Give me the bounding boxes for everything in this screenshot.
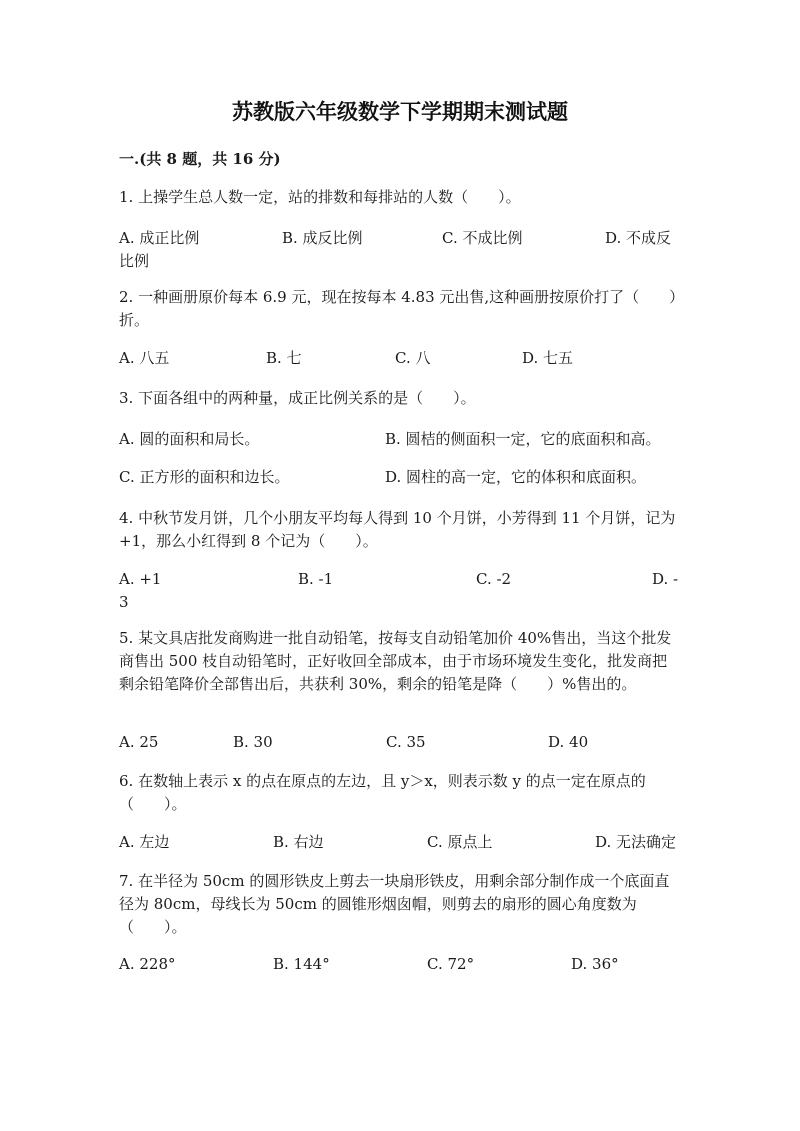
- option-d: D. 七五: [522, 349, 574, 367]
- option-c: C. 正方形的面积和边长。: [119, 468, 290, 486]
- option-d: D. 无法确定: [595, 833, 677, 851]
- question-5: 5. 某文具店批发商购进一批自动铅笔，按每支自动铅笔加价 40%售出，当这个批发商售出 500 枝自动铅笔时，正好收回全部成本，由于市场环境发生变化，批发商把剩余铅笔降价全部售出后，共获利 30%，剩余的铅笔是降（ ）%售出的。: [119, 629, 672, 693]
- option-c: C. 八: [395, 349, 431, 367]
- option-c: C. 不成比例: [442, 229, 523, 247]
- option-d: D. 36°: [571, 955, 619, 973]
- option-b: B. 144°: [273, 955, 330, 973]
- option-d: D. -: [652, 570, 679, 588]
- option-d-continuation: 比例: [119, 252, 150, 270]
- option-c: C. 72°: [427, 955, 475, 973]
- question-7: 7. 在半径为 50cm 的圆形铁皮上剪去一块扇形铁皮，用剩余部分制作成一个底面直径为 80cm，母线长为 50cm 的圆锥形烟囱帽，则剪去的扇形的圆心角度数为（ ）。: [119, 872, 670, 936]
- question-1: 1. 上操学生总人数一定，站的排数和每排站的人数（ ）。: [119, 188, 521, 206]
- option-a: A. 八五: [119, 349, 170, 367]
- option-c: C. 35: [386, 733, 426, 751]
- option-d: D. 40: [548, 733, 589, 751]
- option-a: A. 左边: [119, 833, 170, 851]
- option-c: C. 原点上: [427, 833, 493, 851]
- option-b: B. 右边: [273, 833, 324, 851]
- option-b: B. 七: [266, 349, 302, 367]
- question-4-options: [119, 568, 681, 614]
- question-1-options: [119, 227, 681, 273]
- option-d-continuation: 3: [119, 593, 129, 611]
- section-heading: 一.(共 8 题，共 16 分): [119, 150, 281, 168]
- option-a: A. 成正比例: [119, 229, 200, 247]
- option-b: B. -1: [298, 570, 334, 588]
- page-title: 苏教版六年级数学下学期期末测试题: [232, 99, 568, 124]
- option-a: A. 圆的面积和局长。: [119, 430, 260, 448]
- option-d: D. 不成反: [605, 229, 672, 247]
- option-b: B. 30: [233, 733, 273, 751]
- question-4: 4. 中秋节发月饼，几个小朋友平均每人得到 10 个月饼，小芳得到 11 个月饼，记为+1，那么小红得到 8 个记为（ ）。: [119, 509, 676, 550]
- option-c: C. -2: [476, 570, 512, 588]
- option-d: D. 圆柱的高一定，它的体积和底面积。: [385, 468, 647, 486]
- question-2: 2. 一种画册原价每本 6.9 元，现在按每本 4.83 元出售,这种画册按原价打了（ ）折。: [119, 288, 677, 329]
- question-7-options: [119, 953, 681, 999]
- question-6: 6. 在数轴上表示 x 的点在原点的左边，且 y＞x，则表示数 y 的点一定在原点的（ ）。: [119, 772, 646, 813]
- option-a: A. 25: [119, 733, 159, 751]
- option-a: A. +1: [119, 570, 162, 588]
- option-a: A. 228°: [119, 955, 176, 973]
- question-3-options: [119, 428, 681, 498]
- option-b: B. 成反比例: [282, 229, 363, 247]
- option-b: B. 圆桔的侧面积一定，它的底面积和高。: [385, 430, 661, 448]
- question-3: 3. 下面各组中的两种量，成正比例关系的是（ ）。: [119, 389, 476, 407]
